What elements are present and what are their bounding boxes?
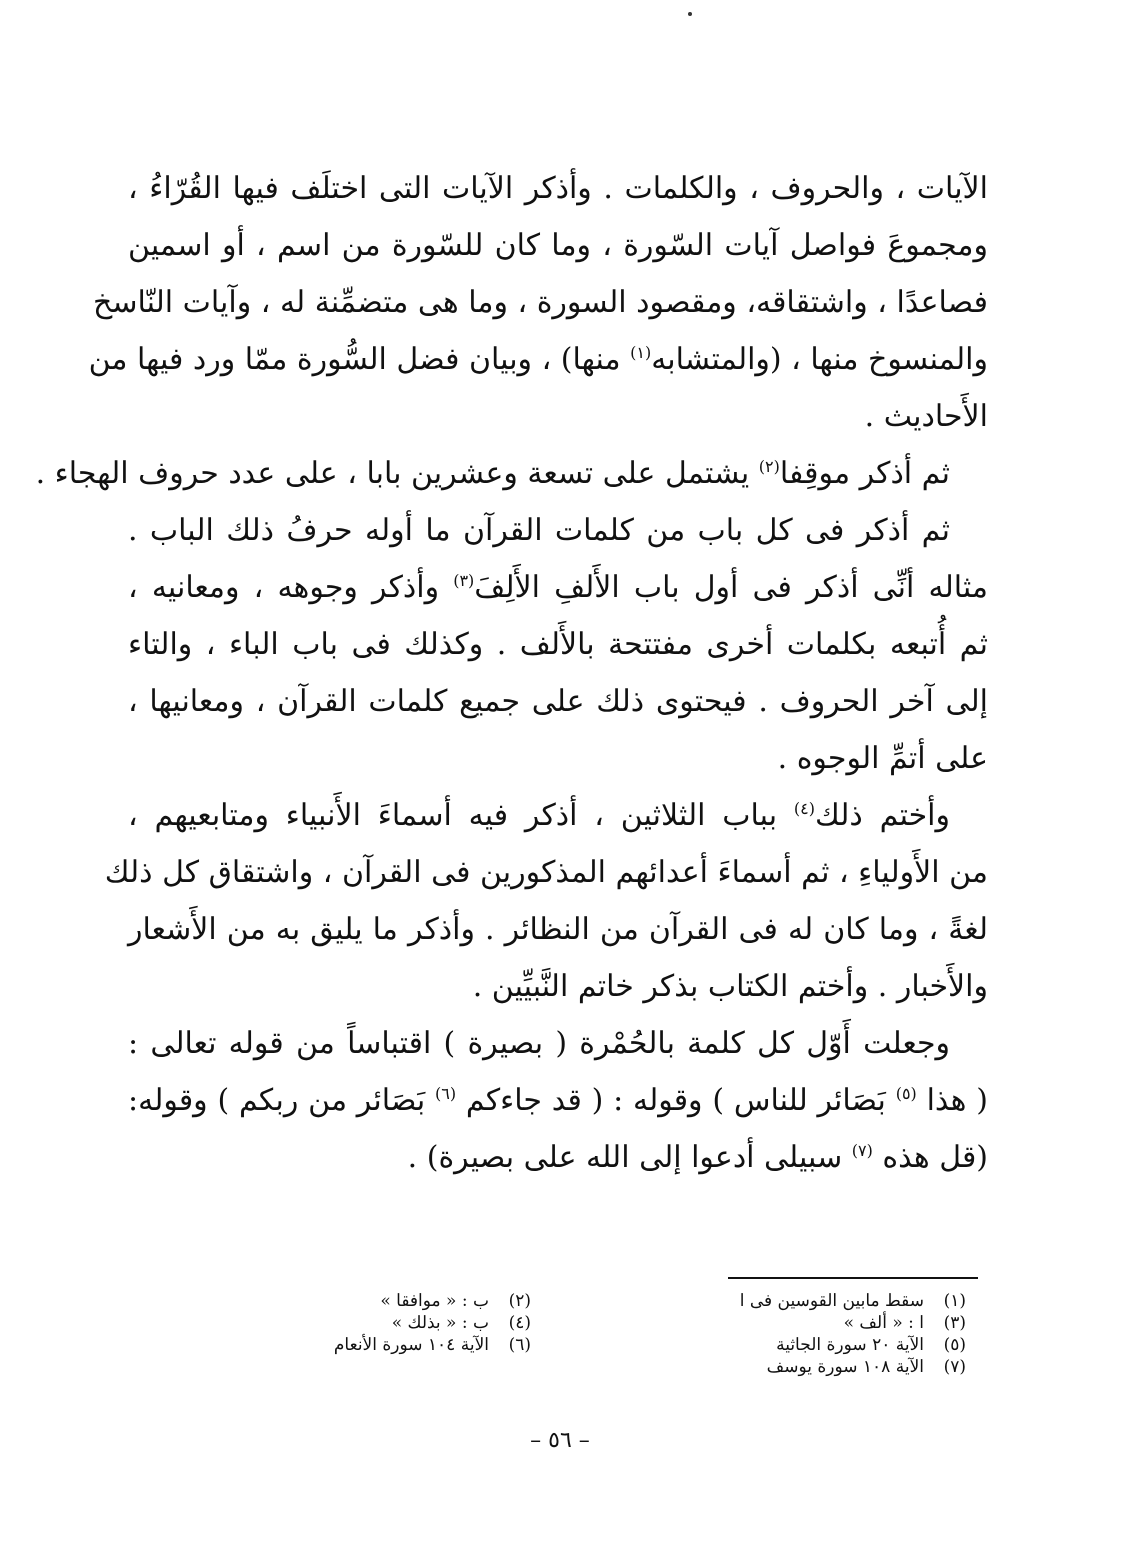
footnote: [646, 1312, 966, 1334]
text-line: [128, 1015, 988, 1072]
text-line: [128, 388, 988, 445]
footnote-separator: [728, 1277, 978, 1279]
footnote-number: (٣): [943, 1313, 966, 1333]
text-line: [128, 958, 988, 1015]
footnote: [191, 1290, 531, 1312]
footnote: [646, 1334, 966, 1356]
text-segment: ( هذا: [916, 1083, 988, 1118]
text-segment: وأختم ذلك: [815, 798, 950, 833]
footnote-number: (٦): [508, 1335, 531, 1355]
text-line: [128, 730, 988, 787]
footnote-text: الآية ١٠٤ سورة الأنعام: [333, 1335, 489, 1355]
footnote-marker: (٢): [758, 457, 780, 476]
text-line: [92, 274, 988, 331]
text-line: [104, 844, 988, 901]
text-segment: بَصَائر من ربكم ) وقوله:: [128, 1083, 435, 1118]
footnote-marker: (٤): [793, 799, 815, 818]
text-line: [128, 160, 988, 217]
footnote-number: (٢): [508, 1291, 531, 1311]
scan-speck: [688, 12, 692, 16]
footnote: [191, 1334, 531, 1356]
footnote-marker: (٦): [435, 1084, 457, 1103]
text-line: [128, 502, 988, 559]
footnote-text: ب : « موافقا »: [380, 1291, 489, 1311]
text-segment: بَصَائر للناس ) وقوله : ( قد جاءكم: [456, 1083, 896, 1118]
text-line: [128, 616, 988, 673]
text-segment: منها) ، وبيان فضل السُّورة ممّا ورد فيها من: [88, 342, 631, 377]
text-segment: من الأَولياءِ ، ثم أسماءَ أعدائهم المذكورين فى القرآن ، واشتقاق كل ذلك: [104, 855, 988, 890]
footnote-number: (٥): [943, 1335, 966, 1355]
text-segment: وجعلت أَوّل كل كلمة بالحُمْرة ( بصيرة ) اقتباساً من قوله تعالى :: [128, 1026, 950, 1061]
footnote: [646, 1356, 966, 1378]
footnote-number: (٤): [508, 1313, 531, 1333]
text-segment: إلى آخر الحروف . فيحتوى ذلك على جميع كلمات القرآن ، ومعانيها ،: [128, 684, 988, 719]
text-segment: ومجموعَ فواصل آيات السّورة ، وما كان للسّورة من اسم ، أو اسمين: [128, 228, 988, 263]
footnote-text: سقط مابين القوسين فى ا: [739, 1291, 924, 1311]
footnote-number: (١): [943, 1291, 966, 1311]
text-segment: سبيلى أدعوا إلى الله على بصيرة) .: [407, 1140, 852, 1175]
text-segment: والأَخبار . وأختم الكتاب بذكر خاتم النَّبيِّين .: [472, 969, 988, 1004]
footnote-text: الآية ١٠٨ سورة يوسف: [766, 1357, 924, 1377]
text-segment: لغةً ، وما كان له فى القرآن من النظائر . وأذكر ما يليق به من الأَشعار: [128, 912, 988, 947]
text-segment: مثاله أنِّى أذكر فى أول باب الأَلفِ الأَلِفَ: [474, 570, 988, 605]
text-segment: ثم أذكر موقِفا: [779, 456, 950, 491]
footnote-marker: (٥): [895, 1084, 917, 1103]
text-segment: فصاعدًا ، واشتقاقه، ومقصود السورة ، وما هى متضمِّنة له ، وآيات النّاسخ: [92, 285, 988, 320]
footnote-number: (٧): [943, 1357, 966, 1377]
footnote: [646, 1290, 966, 1312]
text-segment: (قل هذه: [872, 1140, 988, 1175]
text-segment: والمنسوخ منها ، (والمتشابه: [651, 342, 988, 377]
footnotes-even: [191, 1290, 531, 1356]
footnote-text: الآية ٢٠ سورة الجاثية: [776, 1335, 924, 1355]
text-segment: يشتمل على تسعة وعشرين بابا ، على عدد حروف الهجاء .: [35, 456, 759, 491]
text-segment: الأَحاديث .: [864, 399, 988, 434]
footnotes-odd: [646, 1290, 966, 1378]
footnote-marker: (٣): [453, 571, 475, 590]
text-line: [35, 445, 988, 502]
text-line: [128, 1129, 988, 1186]
text-line: [128, 217, 988, 274]
footnote-marker: (٧): [851, 1141, 873, 1160]
text-segment: وأذكر وجوهه ، ومعانيه ،: [128, 570, 454, 605]
text-segment: ثم أُتبعه بكلمات أخرى مفتتحة بالأَلف . وكذلك فى باب الباء ، والتاء: [128, 627, 988, 662]
page-number: – ٥٦ –: [530, 1428, 590, 1453]
text-line: [88, 331, 988, 388]
text-line: [128, 787, 988, 844]
footnote-text: ا : « ألف »: [843, 1313, 924, 1333]
text-line: [128, 901, 988, 958]
text-segment: على أتمِّ الوجوه .: [777, 741, 988, 776]
text-segment: بباب الثلاثين ، أذكر فيه أسماءَ الأَنبياء ومتابعيهم ،: [128, 798, 794, 833]
footnote: [191, 1312, 531, 1334]
footnote-marker: (١): [630, 343, 652, 362]
text-segment: ثم أذكر فى كل باب من كلمات القرآن ما أوله حرفُ ذلك الباب .: [128, 513, 950, 548]
text-line: [128, 673, 988, 730]
main-text: [35, 160, 988, 1186]
text-segment: الآيات ، والحروف ، والكلمات . وأذكر الآيات التى اختلَف فيها القُرّاءُ ،: [128, 171, 988, 206]
footnote-text: ب : « بذلك »: [391, 1313, 489, 1333]
text-line: [128, 1072, 988, 1129]
text-line: [128, 559, 988, 616]
